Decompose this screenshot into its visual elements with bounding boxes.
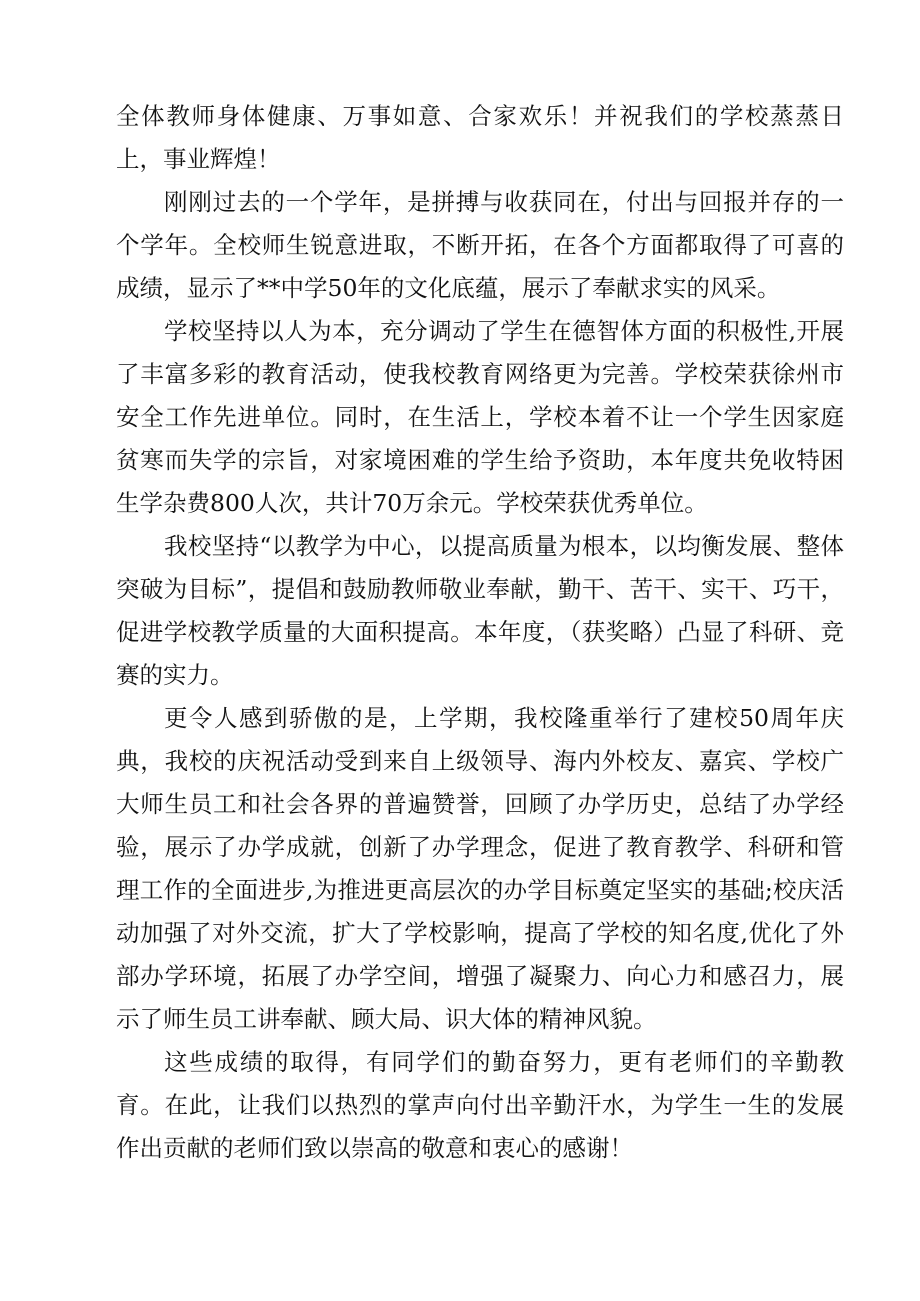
paragraph-3: 学校坚持以人为本，充分调动了学生在德智体方面的积极性,开展了丰富多彩的教育活动，使我校教育网络更为完善。学校荣获徐州市安全工作先进单位。同时，在生活上，学校本着不让一个学生因家庭贫寒而失学的宗旨，对家境困难的学生给予资助，本年度共免收特困生学杂费800人次，共计70万余元。学校荣获优秀单位。 — [116, 317, 844, 517]
paragraph-2: 刚刚过去的一个学年，是拼搏与收获同在，付出与回报并存的一个学年。全校师生锐意进取，不断开拓，在各个方面都取得了可喜的成绩，显示了**中学50年的文化底蕴，展示了奉献求实的风采。 — [116, 188, 844, 302]
paragraph-4: 我校坚持“以教学为中心，以提高质量为根本，以均衡发展、整体突破为目标”，提倡和鼓励教师敬业奉献，勤干、苦干、实干、巧干，促进学校教学质量的大面积提高。本年度，（获奖略）凸显了科研、竞赛的实力。 — [116, 532, 844, 689]
paragraph-5: 更令人感到骄傲的是，上学期，我校隆重举行了建校50周年庆典，我校的庆祝活动受到来自上级领导、海内外校友、嘉宾、学校广大师生员工和社会各界的普遍赞誉，回顾了办学历史，总结了办学经验，展示了办学成就，创新了办学理念，促进了教育教学、科研和管理工作的全面进步,为推进更高层次的办学目标奠定坚实的基础;校庆活动加强了对外交流，扩大了学校影响，提高了学校的知名度,优化了外部办学环境，拓展了办学空间，增强了凝聚力、向心力和感召力，展示了师生员工讲奉献、顾大局、识大体的精神风貌。 — [116, 704, 844, 1033]
body-text — [116, 95, 844, 1170]
paragraph-1: 全体教师身体健康、万事如意、合家欢乐！并祝我们的学校蒸蒸日上，事业辉煌！ — [116, 102, 844, 173]
paragraph-6: 这些成绩的取得，有同学们的勤奋努力，更有老师们的辛勤教育。在此，让我们以热烈的掌声向付出辛勤汗水，为学生一生的发展作出贡献的老师们致以崇高的敬意和衷心的感谢！ — [116, 1048, 844, 1162]
